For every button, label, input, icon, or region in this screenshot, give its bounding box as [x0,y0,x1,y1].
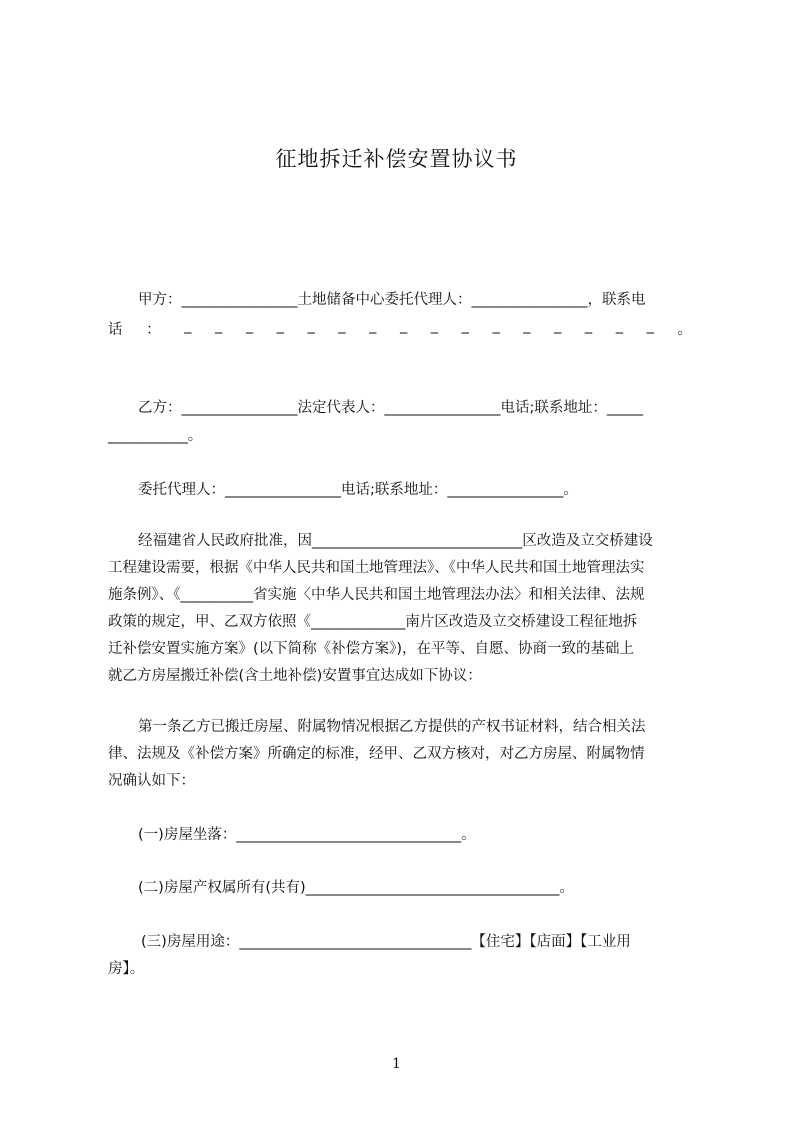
party-a-line-2 [108,318,692,339]
article-1-line: 况确认如下： [108,773,195,789]
party-a-line-2-char: 。 [677,322,692,338]
party-a-line-2-char: _ [276,318,284,334]
intro-paragraph-line: 迁补偿安置实施方案》(以下简称《补偿方案》)，在平等、自愿、协商一致的基础上 [108,641,635,657]
party-a-line-1: 甲方：________________土地储备中心委托代理人：________________，联系电 [138,292,646,308]
party-a-line-2-char: _ [214,318,223,334]
party-b-line-2: ___________。 [108,428,203,444]
intro-paragraph-line: 施条例》、《__________省实施〈中华人民共和国土地管理法办法〉和相关法律、法规 [108,587,645,603]
party-a-line-2-char: _ [369,318,377,334]
page-number: 1 [392,1056,401,1072]
party-a-line-2-char: _ [338,318,346,334]
party-a-line-2-char: _ [584,318,593,334]
party-a-line-2-char: _ [430,318,439,334]
article-1-line: 第一条乙方已搬迁房屋、附属物情况根据乙方提供的产权书证材料，结合相关法 [138,719,646,735]
party-a-line-2-char: _ [492,318,500,334]
party-a-line-2-char: _ [245,318,254,334]
intro-paragraph-line: 就乙方房屋搬迁补偿(含土地补偿)安置事宜达成如下协议： [108,668,482,684]
intro-paragraph-line: 政策的规定，甲、乙双方依照《_____________南片区改造及立交桥建设工程征地拆 [108,614,638,630]
item-house-usage-line-2: 房】。 [108,961,145,977]
document-title: 征地拆迁补偿安置协议书 [275,147,518,171]
intro-paragraph-line: 经福建省人民政府批准，因_____________________________区改造及立交桥建设 [138,533,653,549]
party-a-line-2-char: 话 [108,322,123,338]
party-a-line-2-char: ： [146,322,161,338]
article-1-line: 律、法规及《补偿方案》所确定的标准，经甲、乙双方核对，对乙方房屋、附属物情 [108,746,645,762]
item-house-ownership: (二)房屋产权属所有(共有)___________________________________。 [138,880,574,896]
party-a-line-2-char: _ [399,318,408,334]
item-house-usage-line-1: (三)房屋用途：________________________________【住宅】【店面】【工业用 [141,934,631,950]
party-a-line-2-char: _ [461,318,469,334]
party-a-line-2-char: _ [184,318,192,334]
party-a-line-2-char: _ [554,318,562,334]
intro-paragraph-line: 工程建设需要，根据《中华人民共和国土地管理法》、《中华人民共和国土地管理法实 [108,560,645,576]
item-house-location: (一)房屋坐落：_______________________________。 [138,827,476,843]
party-a-line-2-char: _ [646,318,654,334]
party-b-line-1: 乙方：________________法定代表人：________________电话;联系地址：_____ [138,400,644,416]
party-a-line-2-char: _ [523,318,531,334]
party-a-line-2-char: _ [307,318,315,334]
party-a-line-2-char: _ [615,318,623,334]
agent-line: 委托代理人：________________电话;联系地址：________________。 [138,482,578,498]
